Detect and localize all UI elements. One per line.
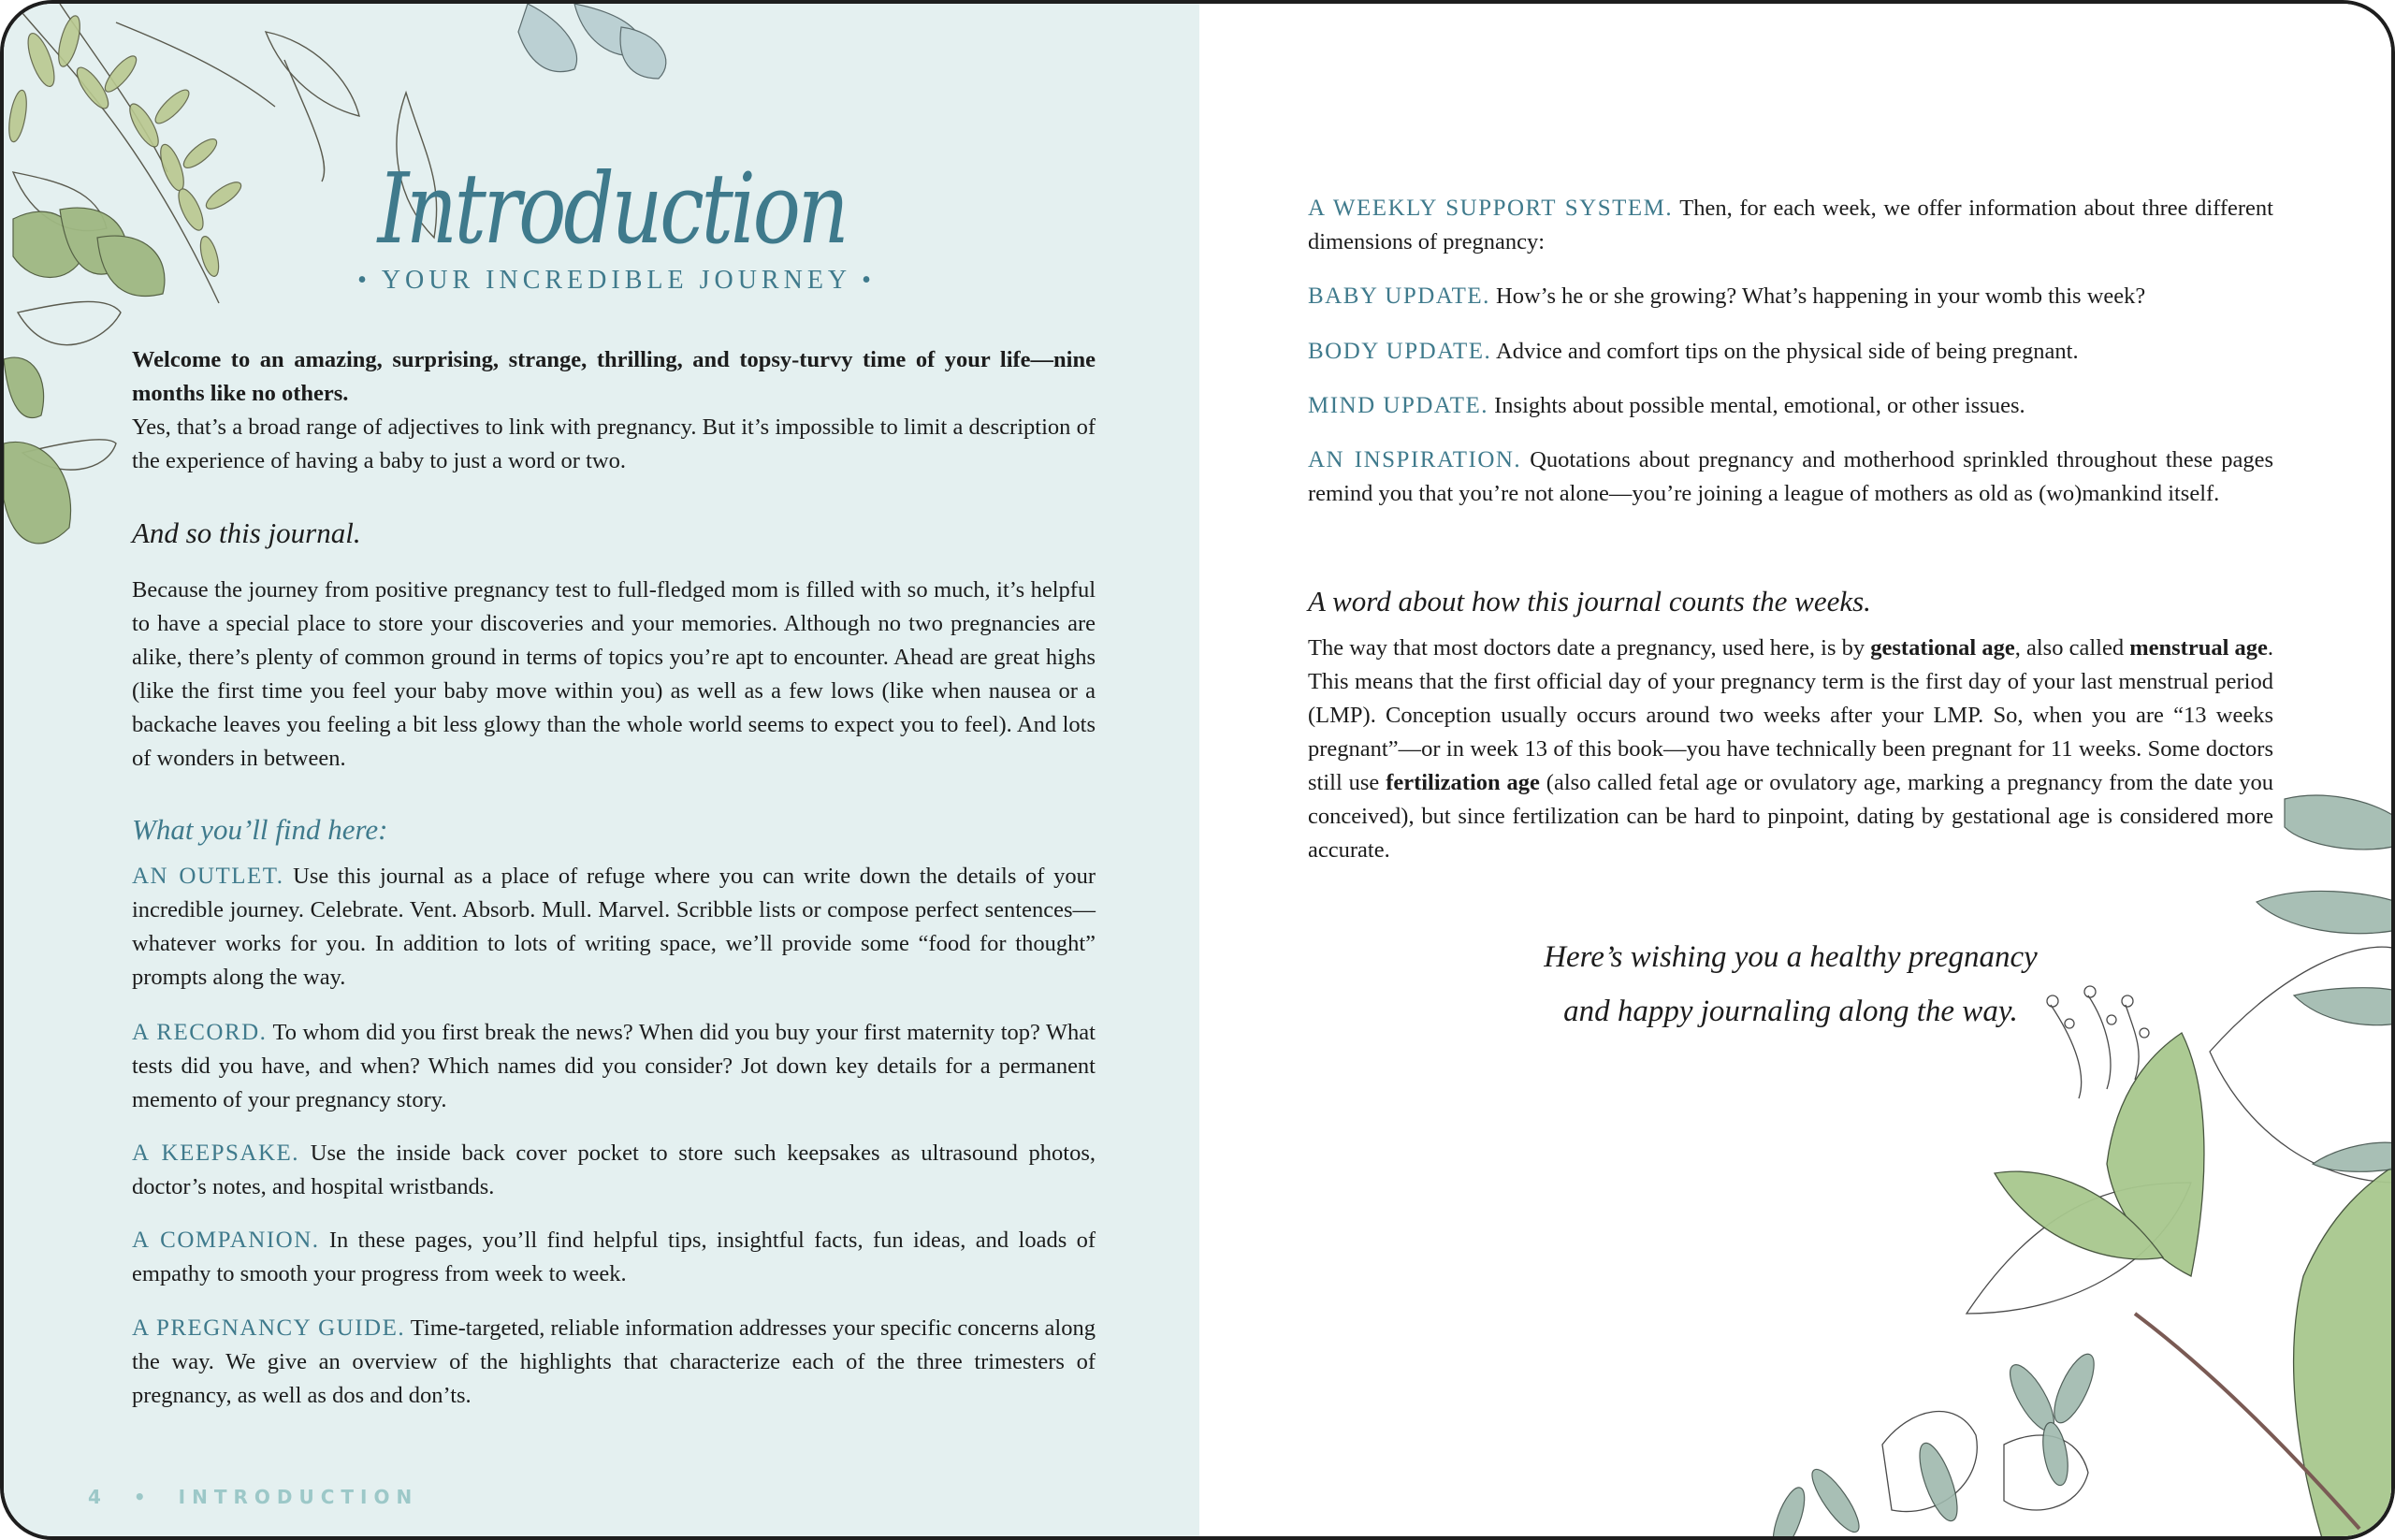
feature-label: A RECORD. (132, 1020, 268, 1045)
page-subtitle: • YOUR INCREDIBLE JOURNEY • (357, 266, 876, 295)
feature-text: Advice and comfort tips on the physical side of being pregnant. (1496, 339, 2079, 364)
page-title: Introduction (377, 151, 847, 266)
feature-text: In these pages, you’ll find helpful tips, insightful facts, fun ideas, and loads of empathy to smooth your progress from week to week. (132, 1228, 1096, 1286)
feature-text: Time-targeted, reliable information addresses your specific concerns along the way. We give an overview of the highlights that characterize each of the three trimesters of pregnancy, as well as dos and don’ts. (132, 1315, 1096, 1408)
weeks-heading: A word about how this journal counts the weeks. (1308, 585, 1871, 617)
term-gestational-age: gestational age (1870, 635, 2015, 661)
feature-item (1308, 443, 2273, 511)
right-page (1199, 4, 2391, 1536)
feature-item (1308, 280, 2273, 313)
feature-label: BABY UPDATE. (1308, 283, 1490, 309)
feature-text: Insights about possible mental, emotional, or other issues. (1494, 393, 2025, 418)
feature-item (1308, 335, 2273, 369)
intro-text: Yes, that’s a broad range of adjectives to link with pregnancy. But it’s impossible to limit a description of the experience of having a baby to just a word or two. (132, 414, 1096, 473)
feature-text: Quotations about pregnancy and motherhood sprinkled throughout these pages remind you that you’re not alone—you’re joining a league of mothers as old as (wo)mankind itself. (1308, 447, 2273, 506)
botanical-leaves-icon (1723, 790, 2395, 1538)
journal-paragraph: Because the journey from positive pregnancy test to full-fledged mom is filled with so much, it’s helpful to have a special place to store your discoveries and your memories. Although no two pregnancies are alike, there’s plenty of common ground in terms of topics you’re apt to encounter. Ahead are great highs (like the first time you feel your baby move within you) as well as a few lows (like when nausea or a backache leaves you feeling a bit less glowy than the whole world seems to expect you to feel). And lots of wonders in between. (132, 577, 1096, 771)
closing-line-1: Here’s wishing you a healthy pregnancy (1544, 940, 2038, 974)
weeks-text: The way that most doctors date a pregnancy, used here, is by (1308, 635, 1871, 661)
weeks-text: , also called (2014, 635, 2130, 661)
feature-item (132, 1224, 1096, 1291)
feature-label: AN OUTLET. (132, 864, 284, 889)
feature-label: A PREGNANCY GUIDE. (132, 1315, 406, 1341)
find-heading: What you’ll find here: (132, 813, 388, 846)
left-page (4, 4, 1199, 1536)
footer-separator: • (133, 1486, 152, 1508)
feature-item (132, 1137, 1096, 1204)
term-menstrual-age: menstrual age (2129, 635, 2268, 661)
page-footer (88, 1486, 418, 1508)
feature-label: AN INSPIRATION. (1308, 447, 1522, 472)
weeks-text: (also called fetal age or ovulatory age, marking a pregnancy from the date you conceived), but since fertilization can be hard to pinpoint, dating by gestational age is considered more accurate. (1308, 770, 2273, 863)
closing-message (1463, 930, 2118, 1039)
weeks-text: . This means that the first official day of your pregnancy term is the first day of your last menstrual period (LMP). Conception usually occurs around two weeks after your LMP. So, when you are “13 weeks pregnant”—or in week 13 of this book—you have technically been pregnant for 11 weeks. Some doctors still use (1308, 635, 2274, 795)
feature-label: MIND UPDATE. (1308, 393, 1488, 418)
feature-label: A WEEKLY SUPPORT SYSTEM. (1308, 196, 1674, 221)
feature-item (1308, 389, 2273, 423)
feature-text: Then, for each week, we offer information about three different dimensions of pregnancy: (1308, 196, 2273, 254)
feature-item (132, 1312, 1096, 1413)
feature-text: Use the inside back cover pocket to store such keepsakes as ultrasound photos, doctor’s notes, and hospital wristbands. (132, 1140, 1096, 1199)
journal-heading: And so this journal. (132, 516, 361, 549)
footer-section: INTRODUCTION (178, 1486, 419, 1508)
feature-label: BODY UPDATE. (1308, 339, 1492, 364)
weeks-paragraph (1308, 632, 2273, 867)
feature-text: Use this journal as a place of refuge where you can write down the details of your incredible journey. Celebrate. Vent. Absorb. Mull. Marvel. Scribble lists or compose perfect sentences—whatever works for you. In addition to lots of writing space, we’ll provide some “food for thought” prompts along the way. (132, 864, 1096, 990)
closing-line-2: and happy journaling along the way. (1563, 995, 2018, 1028)
feature-item (1308, 192, 2273, 259)
intro-block (132, 343, 1096, 478)
feature-item (132, 860, 1096, 995)
feature-item (132, 1016, 1096, 1117)
feature-label: A KEEPSAKE. (132, 1140, 300, 1166)
term-fertilization-age: fertilization age (1386, 770, 1540, 795)
feature-text: To whom did you first break the news? When did you buy your first maternity top? What tests did you have, and when? Which names did you consider? Jot down key details for a permanent memento of your pregnancy story. (132, 1020, 1096, 1112)
feature-label: A COMPANION. (132, 1228, 320, 1253)
feature-text: How’s he or she growing? What’s happening in your womb this week? (1496, 283, 2146, 309)
intro-lead: Welcome to an amazing, surprising, strange, thrilling, and topsy-turvy time of your life—nine months like no others. (132, 347, 1096, 406)
page-number: 4 (88, 1486, 108, 1508)
